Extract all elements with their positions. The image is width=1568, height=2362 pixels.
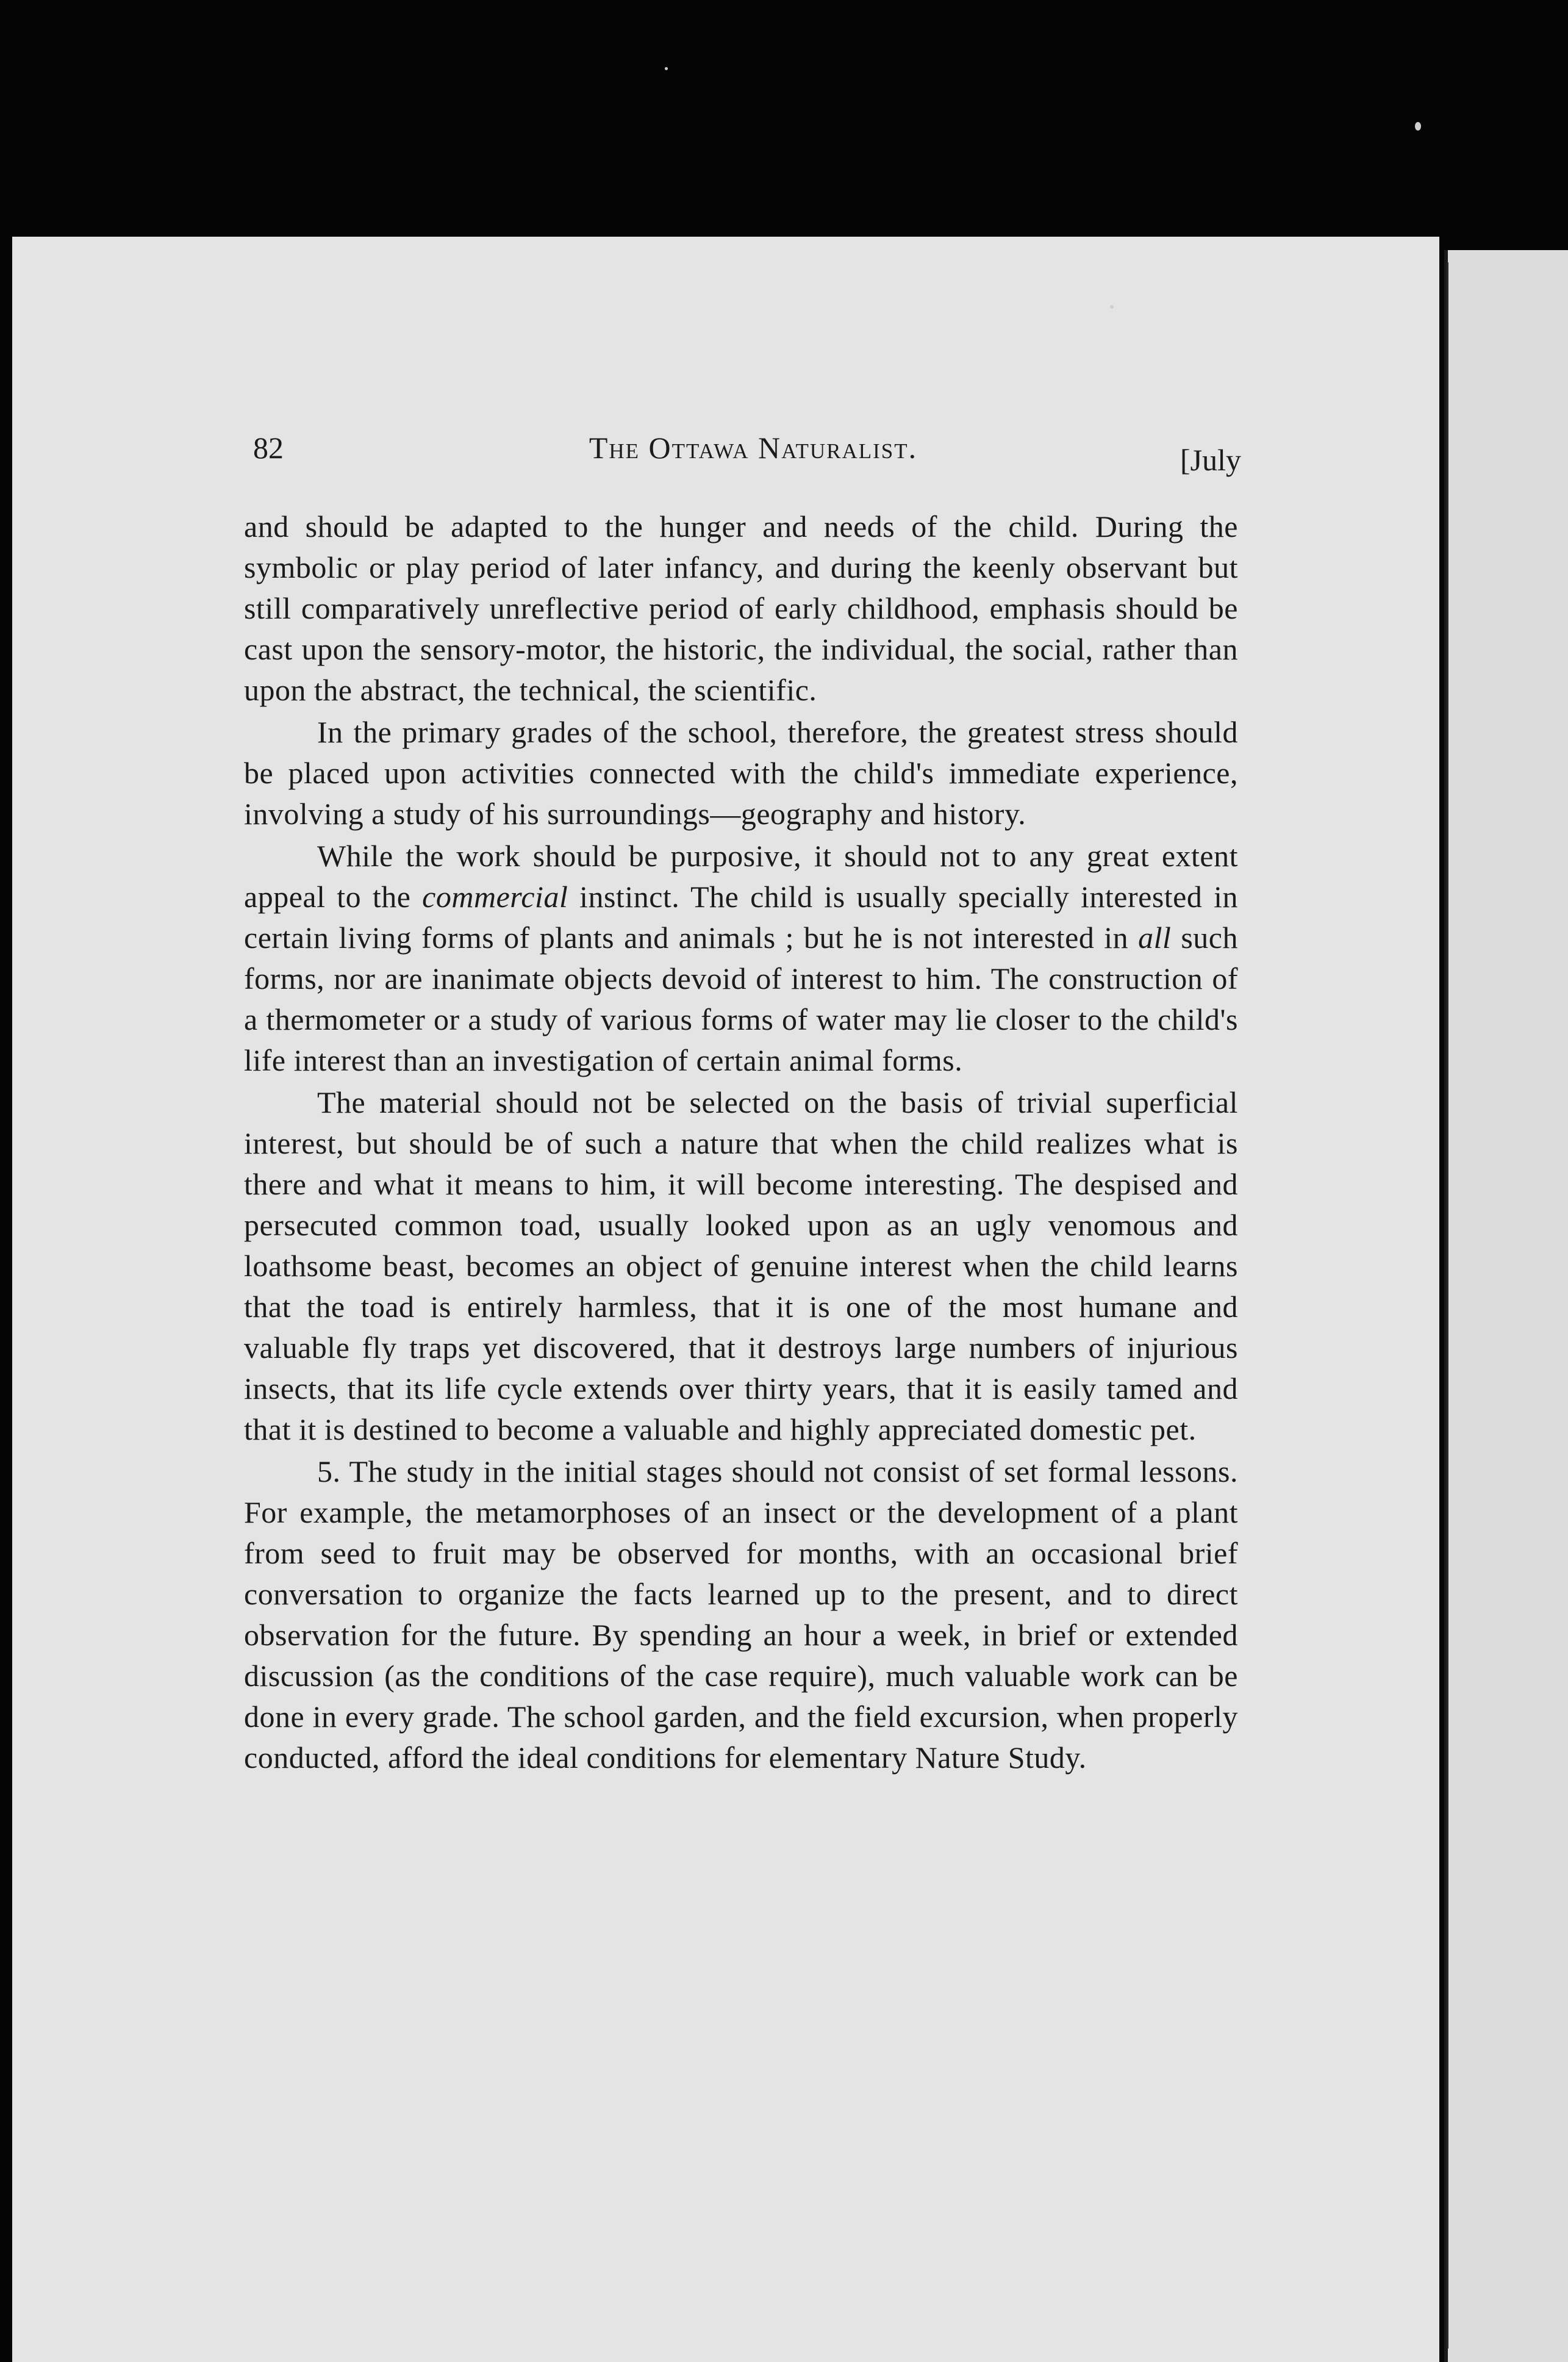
paper-speck (665, 67, 668, 70)
facing-page-edge (1444, 250, 1568, 2362)
emphasis-text: commercial (422, 880, 568, 914)
running-title: The Ottawa Naturalist. (589, 431, 918, 465)
paragraph: In the primary grades of the school, therefore, the greatest stress should be placed upon activities connected with the child's immediate experience, involving a study of his surroundings—geography and history. (244, 715, 1238, 831)
paragraph-text: such forms, nor are inanimate objects devoid of interest to him. The construction of a thermometer or a study of various forms of water may lie closer to the child's life interest than an investigation of certain animal forms. (244, 921, 1238, 1077)
paragraph-text: While the work should be purposive, it should not to any great extent appeal to the (244, 839, 1238, 914)
paper-speck (1110, 305, 1114, 309)
article-body (244, 506, 1238, 1778)
paragraph: and should be adapted to the hunger and needs of the child. During the symbolic or play period of later infancy, and during the keenly observant but still comparatively unreflective period of early childhood, emphasis should be cast upon the sensory-motor, the historic, the individual, the social, rather than upon the abstract, the technical, the scientific. (244, 509, 1238, 707)
running-header (253, 430, 1241, 485)
page-number: 82 (253, 431, 284, 465)
paragraph (244, 836, 1238, 1081)
paper-speck (1415, 122, 1421, 131)
emphasis-text: all (1138, 921, 1172, 955)
paragraph: 5. The study in the initial stages should not consist of set formal lessons. For example, the metamorphoses of an insect or the development of a plant from seed to fruit may be observed for months, with an occasional brief conversation to organize the facts learned up to the present, and to direct observation for the future. By spending an hour a week, in brief or extended discussion (as the conditions of the case require), much valuable work can be done in every grade. The school garden, and the field excursion, when properly conducted, afford the ideal conditions for elementary Nature Study. (244, 1454, 1238, 1775)
page-edge-rule (1447, 262, 1448, 2349)
issue-month: [July (1180, 443, 1241, 477)
paragraph: The material should not be selected on the basis of trivial superficial interest, but should be of such a nature that when the child realizes what is there and what it means to him, it will become interesting. The despised and persecuted common toad, usually looked upon as an ugly venomous and loathsome beast, becomes an object of genuine interest when the child learns that the toad is entirely harmless, that it is one of the most humane and valuable fly traps yet discovered, that it destroys large numbers of injurious insects, that its life cycle extends over thirty years, that it is easily tamed and that it is destined to become a valuable and highly appreciated domestic pet. (244, 1085, 1238, 1446)
paragraph-text: instinct. The child is usually specially interested in certain living forms of plants and animals ; but he is not interested in (244, 880, 1238, 955)
